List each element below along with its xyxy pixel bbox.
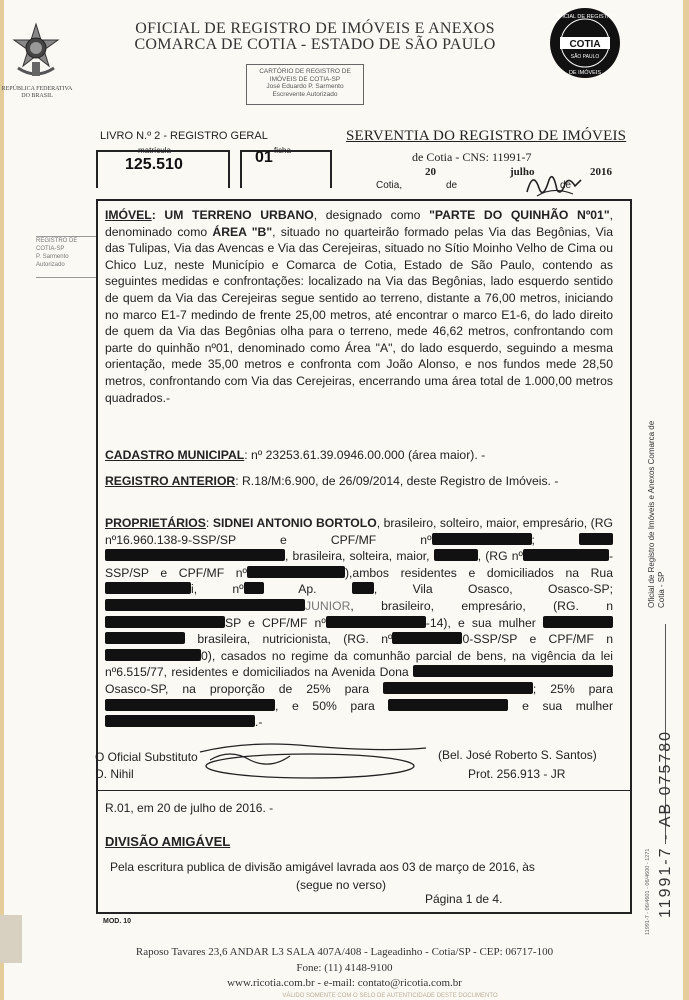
cadastro-section — [105, 447, 613, 464]
proprietario-name: SIDNEI ANTONIO BORTOLO — [212, 516, 377, 530]
footer-faint-text: VÁLIDO SOMENTE COM O SELO DE AUTENTICIDADE DESTE DOCUMENTO — [282, 993, 498, 999]
prop-text: , brasileira, solteira, maior, — [285, 549, 434, 564]
prop-text: -14), e sua mulher — [425, 615, 543, 630]
side-stamp-line: Autorizado — [36, 262, 65, 268]
matricula-label: matrícula — [138, 146, 171, 155]
prop-text: : — [205, 516, 213, 530]
date-day: 20 — [425, 166, 436, 178]
divisao-text: Pela escritura publica de divisão amigável lavrada aos 03 de março de 2016, às — [110, 860, 535, 874]
prop-text: Osasco-SP, na proporção de 25% para — [105, 681, 383, 696]
redaction-block — [413, 665, 613, 677]
header-title-line2: COMARCA DE COTIA - ESTADO DE SÃO PAULO — [134, 36, 496, 53]
prop-text: e sua mulher — [508, 698, 614, 713]
prop-text: JUNIOR — [305, 598, 351, 613]
imovel-text: , denominado como — [105, 208, 613, 239]
registro-anterior-label: REGISTRO ANTERIOR — [105, 474, 236, 488]
redaction-block — [579, 533, 613, 545]
redaction-block — [105, 715, 255, 727]
seal-mid-text: SÃO PAULO — [570, 54, 600, 60]
segue-verso: (segue no verso) — [296, 878, 387, 892]
bel-name: (Bel. José Roberto S. Santos) — [438, 748, 597, 762]
redaction-block — [326, 616, 426, 628]
side-stamp — [36, 236, 96, 278]
registro-anterior-section — [105, 473, 613, 490]
coat-caption: REPÚBLICA FEDERATIVA DO BRASIL — [1, 86, 73, 99]
seal-center-text: COTIA — [569, 39, 601, 50]
imovel-description: , situado no quarteirão formado pelas Via das Begônias, Via das Tulipas, Via das Avencas e Via das Cerejeiras, situado no Sítio Moinho Velho de Cima ou Chico Luz, neste Município e Comarca de Cotia, Estado de São Paulo, contendo as seguintes medidas e confrontações: localizado na Via das Begônias, lado esquerdo sentido de quem da Via das Cerejeiras segue sentido ao terreno, distante a 76,00 metros, iniciando no marco E1-7 medindo de frente 25,00 metros, até encontrar o marco E1-6, do lado direito de quem da Via das Begônias olha para o terreno, mede 46,62 metros, confrontando com parte do quinhão nº01, denominado como Área "A", do lado esquerdo, seguindo a mesma orientação, mede 35,00 metros e confronta com João Alonso, e nos fundos mede 28,50 metros, confrontando com Via das Cerejeiras, encerrando uma área total de 1.000,00 metros quadrados.- — [105, 224, 614, 405]
redaction-block — [105, 599, 305, 611]
oficial-name: D. Nihil — [95, 767, 134, 781]
section-divider — [96, 790, 632, 791]
registro-anterior-text: : R.18/M:6.900, de 26/09/2014, deste Registro de Imóveis. - — [235, 474, 559, 488]
redaction-block — [105, 649, 201, 661]
matricula-number: 125.510 — [125, 156, 183, 173]
vertical-small-code: 11991-7 - 06/4601 - 06/4600 - 1271 — [645, 848, 651, 935]
prop-text: , e 50% para — [275, 698, 389, 713]
prop-text: brasileira, nutricionista, (RG. nº — [185, 632, 393, 647]
imovel-parte: "PARTE DO QUINHÃO Nº01" — [429, 208, 610, 222]
imovel-text: , designado como — [313, 208, 430, 222]
serial-number: 11991-7 - AB 075780 — [657, 729, 674, 918]
imovel-heading: : UM TERRENO URBANO — [151, 208, 314, 222]
cadastro-text: : nº 23253.61.39.0946.00.000 (área maior). - — [244, 448, 486, 462]
livro-label: LIVRO N.º 2 - REGISTRO GERAL — [100, 130, 268, 142]
prop-text: ),ambos residentes e domiciliados na Rua — [344, 565, 613, 580]
stamp-line: IMÓVEIS DE COTIA-SP — [269, 75, 341, 83]
redaction-block — [105, 616, 225, 628]
imovel-section — [105, 207, 613, 406]
r01-entry: R.01, em 20 de julho de 2016. - — [105, 801, 274, 815]
side-stamp-line: COTIA-SP — [36, 246, 65, 252]
cadastro-label: CADASTRO MUNICIPAL — [105, 448, 245, 462]
redaction-block — [105, 632, 185, 644]
date-city: Cotia, — [376, 180, 403, 191]
recycle-icon — [0, 915, 22, 963]
redaction-block — [105, 549, 285, 561]
cotia-seal-icon — [548, 6, 622, 80]
prop-text: .- — [255, 715, 263, 730]
prop-text: , brasileiro, solteiro, maior, empresário, (RG nº16.960.138-9-SSP/SP e CPF/MF nº — [105, 516, 614, 547]
seal-bottom-text: DE IMÓVEIS — [568, 70, 602, 76]
redaction-block — [244, 582, 264, 594]
redaction-block — [392, 632, 462, 644]
prop-text: , Vila Osasco, Osasco-SP; — [373, 582, 613, 597]
redaction-block — [352, 582, 374, 594]
side-stamp-line: P. Sarmento — [36, 254, 69, 260]
prop-text: -SSP/SP e CPF/MF nº — [105, 549, 614, 580]
redaction-block — [434, 549, 478, 561]
imovel-area: ÁREA "B" — [212, 224, 273, 239]
footer-web: www.ricotia.com.br - e-mail: contato@ricotia.com.br — [227, 977, 462, 989]
ficha-box — [240, 150, 332, 188]
prop-text: ; 25% para — [532, 681, 613, 696]
footer-phone: Fone: (11) 4148-9100 — [296, 962, 393, 974]
redaction-block — [523, 549, 609, 561]
prop-text: 0-SSP/SP e CPF/MF n — [462, 632, 613, 647]
redaction-block — [543, 616, 613, 628]
redaction-block — [383, 682, 533, 694]
prop-text: , brasileiro, empresário, (RG. n — [350, 598, 613, 613]
vertical-office-text: Oficial de Registro de Imóveis e Anexos Comarca de Cotia - SP — [647, 420, 666, 608]
prop-text: ; — [531, 532, 579, 547]
cartorio-stamp — [246, 64, 364, 105]
side-stamp-line: REGISTRO DE — [36, 238, 78, 244]
stamp-line: José Eduardo P. Sarmento — [266, 83, 344, 90]
stamp-line: CARTÓRIO DE REGISTRO DE — [259, 68, 351, 75]
redaction-block — [105, 582, 191, 594]
date-de: de — [446, 180, 458, 191]
prop-text: , (RG nº — [477, 549, 523, 564]
vertical-margin-text — [643, 380, 689, 940]
seal-top-text: OFICIAL DE REGISTRO — [554, 14, 616, 20]
imovel-label: IMÓVEL — [105, 208, 152, 222]
cns-line: de Cotia - CNS: 11991-7 — [412, 150, 532, 164]
footer-address: Raposo Tavares 23,6 ANDAR L3 SALA 407A/408 - Lageadinho - Cotia/SP - CEP: 06717-100 — [135, 946, 554, 958]
page-number: Página 1 de 4. — [425, 892, 503, 906]
ficha-number: 01 — [255, 149, 273, 166]
serventia-title: SERVENTIA DO REGISTRO DE IMÓVEIS — [346, 128, 627, 144]
prop-text: SP e CPF/MF nº — [225, 615, 326, 630]
header-title-line1: OFICIAL DE REGISTRO DE IMÓVEIS E ANEXOS — [135, 20, 495, 37]
date-month: julho — [510, 166, 535, 178]
coat-of-arms-icon — [10, 22, 62, 86]
proprietarios-label: PROPRIETÁRIOS — [105, 516, 206, 530]
top-signature-icon — [523, 166, 583, 202]
proprietarios-section — [105, 515, 613, 731]
official-signature-icon — [190, 730, 430, 786]
stamp-line: Escrevente Autorizado — [272, 90, 338, 98]
prot-number: Prot. 256.913 - JR — [468, 767, 566, 781]
prop-text: Ap. — [263, 582, 352, 597]
redaction-block — [105, 699, 275, 711]
divisao-title: DIVISÃO AMIGÁVEL — [105, 834, 231, 849]
prop-text: i, nº — [191, 582, 244, 597]
date-de: de — [560, 180, 572, 191]
date-year: 2016 — [590, 166, 612, 178]
prop-text: 0), casados no regime da comunhão parcial de bens, na vigência da lei nº6.515/77, residentes e domiciliados na Avenida Dona — [105, 648, 613, 680]
mod-label: MOD. 10 — [103, 918, 132, 925]
redaction-block — [247, 566, 345, 578]
redaction-block — [388, 699, 508, 711]
redaction-block — [432, 533, 532, 545]
ficha-label: ficha — [274, 146, 291, 155]
paper-edge-left — [0, 0, 4, 1000]
oficial-label: O Oficial Substituto — [95, 750, 198, 764]
